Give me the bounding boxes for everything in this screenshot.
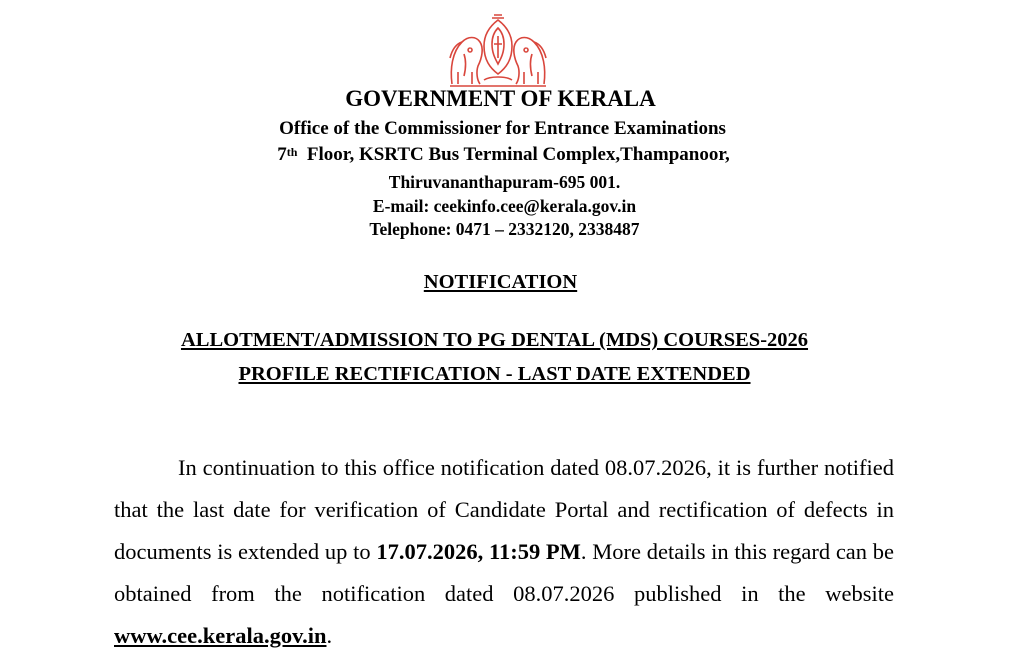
body-part-2: . More details in this regard can be obtained from the notification dated 08.07.2026 published in the website xyxy=(114,539,895,606)
address-line-2: Thiruvananthapuram-695 001. xyxy=(388,172,621,192)
kerala-state-emblem-icon xyxy=(444,14,552,90)
government-heading: GOVERNMENT OF KERALA xyxy=(345,86,656,111)
office-name: Office of the Commissioner for Entrance Examinations xyxy=(279,118,726,139)
body-part-3: . xyxy=(326,623,333,648)
subject-line-1: ALLOTMENT/ADMISSION TO PG DENTAL (MDS) COURSES-2026 xyxy=(180,329,809,351)
email-line: E-mail: ceekinfo.cee@kerala.gov.in xyxy=(372,196,637,216)
notification-body xyxy=(114,447,894,657)
floor-suffix: th xyxy=(286,145,298,159)
telephone-line: Telephone: 0471 – 2332120, 2338487 xyxy=(369,219,640,239)
floor-number: 7 xyxy=(277,144,287,165)
address-line-1-rest: Floor, KSRTC Bus Terminal Complex,Thampanoor, xyxy=(306,144,730,165)
website-link[interactable]: www.cee.kerala.gov.in xyxy=(114,623,327,648)
deadline-date: 17.07.2026, 11:59 PM xyxy=(376,539,581,564)
notification-title: NOTIFICATION xyxy=(423,271,578,293)
address-line-1 xyxy=(0,144,1010,166)
body-part-1: In continuation to this office notification dated 08.07.2026, it is further notified that the last date for verification of Candidate Portal and rectification of defects in documents is extended up to xyxy=(114,455,894,564)
subject-line-2: PROFILE RECTIFICATION - LAST DATE EXTENDED xyxy=(238,363,751,385)
